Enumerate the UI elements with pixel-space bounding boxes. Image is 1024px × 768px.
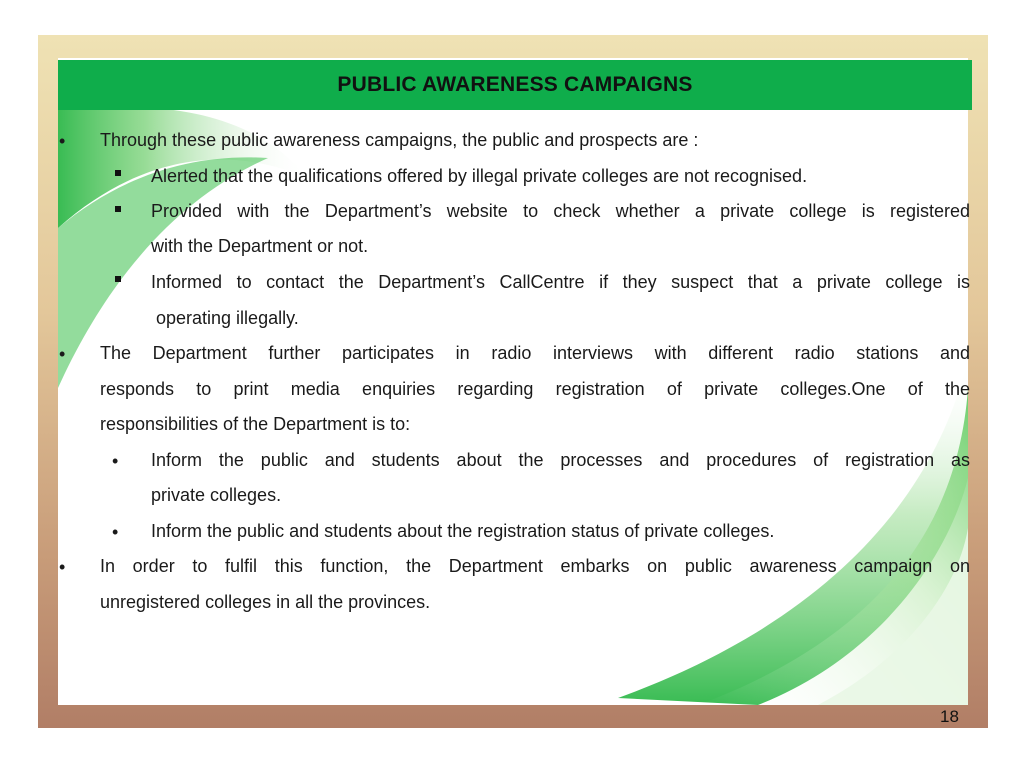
bullet2-sub2: Inform the public and students about the registration status of private colleges.: [151, 521, 775, 541]
bullet1-sub2-line2: with the Department or not.: [151, 236, 369, 256]
bullet1-sub3-line2: operating illegally.: [151, 308, 299, 328]
square-bullet: [115, 276, 121, 282]
page-number: 18: [940, 707, 959, 726]
bullet2-line3: responsibilities of the Department is to:: [100, 414, 411, 434]
bullet-dot: •: [59, 557, 66, 577]
bullet2-sub1-line1: Inform the public and students about the processes and procedures of registration as: [151, 450, 970, 470]
square-bullet: [115, 206, 121, 212]
bullet-dot: •: [59, 131, 66, 151]
bullet2-line1: The Department further participates in radio interviews with different radio stations and: [100, 343, 970, 363]
sub-bullet-dot: •: [112, 522, 119, 542]
bullet1-text: Through these public awareness campaigns, the public and prospects are :: [100, 130, 699, 150]
slide-title: PUBLIC AWARENESS CAMPAIGNS: [337, 73, 693, 96]
bullet1-sub2-line1: Provided with the Department’s website to check whether a private college is registered: [151, 201, 970, 221]
title-bar: [58, 60, 972, 110]
sub-bullet-dot: •: [112, 451, 119, 471]
bullet1-sub1: Alerted that the qualifications offered by illegal private colleges are not recognised.: [151, 166, 808, 186]
bullet2-line2: responds to print media enquiries regarding registration of private colleges.One of the: [100, 379, 970, 399]
bullet2-sub1-line2: private colleges.: [151, 485, 282, 505]
bullet3-line1: In order to fulfil this function, the Department embarks on public awareness campaign on: [100, 556, 970, 576]
bullet-dot: •: [59, 344, 66, 364]
bullet1-sub3-line1: Informed to contact the Department’s CallCentre if they suspect that a private college is: [151, 272, 970, 292]
square-bullet: [115, 170, 121, 176]
bullet3-line2: unregistered colleges in all the provinces.: [100, 592, 431, 612]
